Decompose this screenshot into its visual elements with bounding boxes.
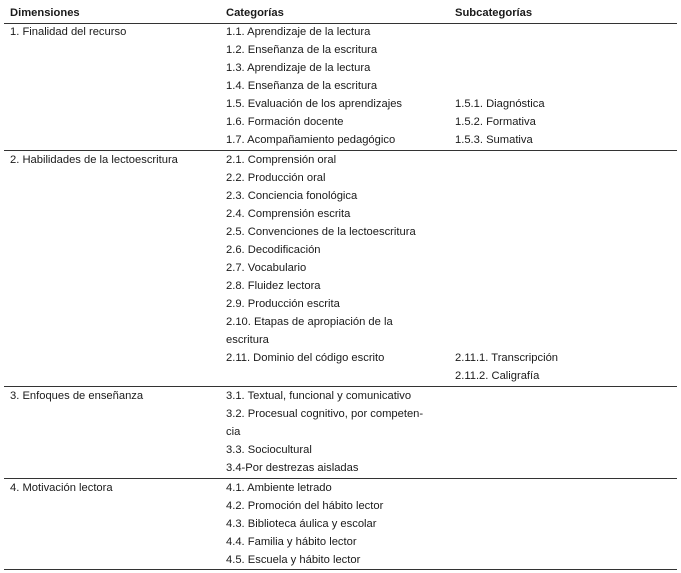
category-item: 3.2. Procesual cognitivo, por competen- [226,408,424,420]
category-item: 2.6. Decodificación [226,244,321,256]
category-item: 2.5. Convenciones de la lectoescritura [226,226,416,238]
category-item: 3.4-Por destrezas aisladas [226,462,359,474]
category-item: 2.10. Etapas de apropiación de la [226,316,393,328]
category-item: 3.1. Textual, funcional y comunicativo [226,390,412,402]
category-item: 4.3. Biblioteca áulica y escolar [226,518,377,530]
category-item-continuation: escritura [226,334,269,346]
category-item: 1.5. Evaluación de los aprendizajes [226,98,403,110]
category-item: 3.3. Sociocultural [226,444,312,456]
dimension-cell: 1. Finalidad del recurso [10,26,127,38]
header-dimensions: Dimensiones [10,7,80,19]
category-item: 2.3. Conciencia fonológica [226,190,358,202]
dimension-cell: 2. Habilidades de la lectoescritura [10,154,178,166]
category-item: 1.6. Formación docente [226,116,344,128]
header-subcategories: Subcategorías [455,7,533,19]
dimension-cell: 3. Enfoques de enseñanza [10,390,144,402]
subcategory-item: 1.5.1. Diagnóstica [455,98,545,110]
subcategory-item: 2.11.2. Caligrafía [455,370,540,382]
category-item: 1.1. Aprendizaje de la lectura [226,26,371,38]
category-item: 1.4. Enseñanza de la escritura [226,80,378,92]
category-item: 2.9. Producción escrita [226,298,340,310]
category-item: 1.2. Enseñanza de la escritura [226,44,378,56]
category-item: 4.4. Familia y hábito lector [226,536,357,548]
category-item: 4.2. Promoción del hábito lector [226,500,384,512]
category-item: 2.8. Fluidez lectora [226,280,321,292]
category-item: 2.4. Comprensión escrita [226,208,351,220]
header-categories: Categorías [226,7,284,19]
subcategory-item: 1.5.2. Formativa [455,116,536,128]
dimension-cell: 4. Motivación lectora [10,482,113,494]
category-item: 1.7. Acompañamiento pedagógico [226,134,396,146]
subcategory-item: 1.5.3. Sumativa [455,134,533,146]
subcategory-item: 2.11.1. Transcripción [455,352,559,364]
category-item-continuation: cia [226,426,241,438]
category-item: 2.11. Dominio del código escrito [226,352,385,364]
category-item: 4.5. Escuela y hábito lector [226,554,361,566]
category-item: 2.2. Producción oral [226,172,326,184]
category-item: 2.1. Comprensión oral [226,154,337,166]
category-item: 2.7. Vocabulario [226,262,307,274]
bottom-rule [4,569,677,570]
category-item: 4.1. Ambiente letrado [226,482,332,494]
category-item: 1.3. Aprendizaje de la lectura [226,62,371,74]
